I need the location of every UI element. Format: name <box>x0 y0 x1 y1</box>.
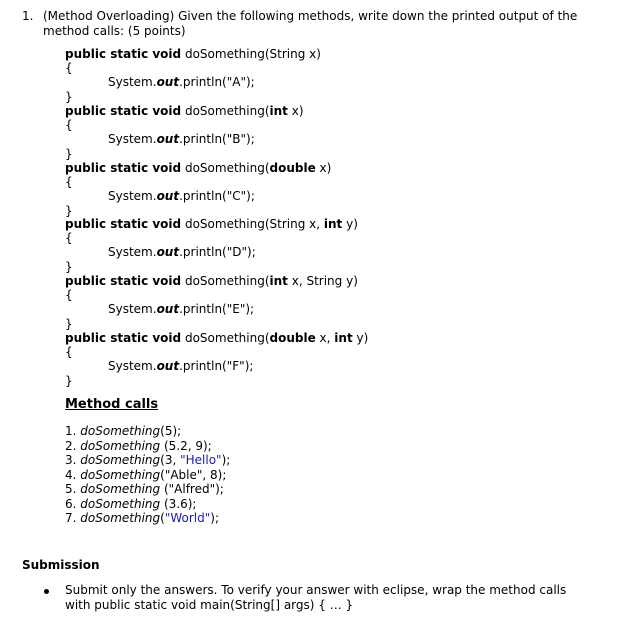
call-args: (5.2, 9); <box>160 439 212 453</box>
method-name: doSomething( <box>184 47 270 61</box>
method-name: doSomething( <box>184 217 270 231</box>
call-args: ("Alfred"); <box>160 482 224 496</box>
method-signature <box>65 47 321 61</box>
param-type: int <box>323 217 343 231</box>
bullet-icon <box>44 589 49 594</box>
keyword: public static void <box>65 47 182 61</box>
code-end: ); <box>246 189 255 203</box>
code-out: out <box>156 132 180 146</box>
param-name: x <box>315 161 327 175</box>
call-item <box>65 424 181 438</box>
keyword: public static void <box>65 274 182 288</box>
paren: ) <box>363 331 369 345</box>
code-println: .println( <box>179 132 227 146</box>
println-statement <box>108 132 255 146</box>
open-brace: { <box>65 118 73 132</box>
param-name: x, <box>287 274 307 288</box>
printed-string: "B" <box>226 132 247 146</box>
call-tail: ); <box>210 511 219 525</box>
method-signature <box>65 331 368 345</box>
close-brace: } <box>65 90 73 104</box>
param-type: String <box>269 47 306 61</box>
method-signature <box>65 161 331 175</box>
code-end: ); <box>244 359 254 373</box>
call-item <box>65 497 196 511</box>
code-system: System. <box>108 189 157 203</box>
method-signature <box>65 274 358 288</box>
code-system: System. <box>108 245 157 259</box>
call-name: doSomething <box>80 424 161 438</box>
call-name: doSomething <box>80 453 161 467</box>
code-println: .println( <box>179 189 227 203</box>
code-end: ); <box>247 245 256 259</box>
submission-heading: Submission <box>22 558 100 572</box>
param-type: double <box>269 331 316 345</box>
method-calls-heading: Method calls <box>65 397 159 412</box>
code-println: .println( <box>179 302 227 316</box>
code-out: out <box>156 245 180 259</box>
question-text-line2: method calls: (5 points) <box>43 24 186 38</box>
code-println: .println( <box>179 75 227 89</box>
println-statement <box>108 75 255 89</box>
code-println: .println( <box>179 245 227 259</box>
param-type: double <box>269 161 316 175</box>
printed-string: "E" <box>226 302 246 316</box>
call-number: 1. <box>65 424 77 438</box>
call-args: (5); <box>160 424 182 438</box>
code-end: ); <box>245 75 255 89</box>
call-item <box>65 468 226 482</box>
println-statement <box>108 359 253 373</box>
code-system: System. <box>108 132 157 146</box>
code-out: out <box>156 75 180 89</box>
method-signature <box>65 217 358 231</box>
code-out: out <box>156 359 180 373</box>
param-name: x, <box>315 331 335 345</box>
param-type: int <box>334 331 353 345</box>
call-string: "World" <box>164 511 211 525</box>
call-args: (3.6); <box>160 497 197 511</box>
question-number: 1. <box>22 9 34 23</box>
open-brace: { <box>65 345 73 359</box>
code-system: System. <box>108 359 157 373</box>
call-item <box>65 511 219 525</box>
paren: ) <box>353 274 358 288</box>
call-args: ("Able", 8); <box>160 468 227 482</box>
call-item <box>65 453 230 467</box>
keyword: public static void <box>65 331 182 345</box>
paren: ) <box>353 217 358 231</box>
open-brace: { <box>65 288 73 302</box>
method-name: doSomething( <box>184 161 270 175</box>
code-out: out <box>156 189 180 203</box>
call-item <box>65 439 212 453</box>
param-name: x <box>287 104 299 118</box>
call-number: 4. <box>65 468 77 482</box>
call-name: doSomething <box>80 482 161 496</box>
call-tail: ); <box>221 453 231 467</box>
code-system: System. <box>108 75 157 89</box>
method-name: doSomething( <box>184 274 270 288</box>
open-brace: { <box>65 175 73 189</box>
param-type: String <box>306 274 343 288</box>
call-number: 6. <box>65 497 77 511</box>
method-signature <box>65 104 304 118</box>
close-brace: } <box>65 260 73 274</box>
keyword: public static void <box>65 104 182 118</box>
open-brace: { <box>65 231 73 245</box>
call-args: ( <box>160 511 165 525</box>
paren: ) <box>298 104 304 118</box>
call-name: doSomething <box>80 439 161 453</box>
question-text-line1: (Method Overloading) Given the following methods, write down the printed output of the <box>43 9 578 23</box>
close-brace: } <box>65 317 73 331</box>
printed-string: "F" <box>226 359 245 373</box>
code-end: ); <box>246 132 255 146</box>
param-type: int <box>269 274 288 288</box>
close-brace: } <box>65 374 73 388</box>
open-brace: { <box>65 61 73 75</box>
paren: ) <box>316 47 321 61</box>
call-args: (3, <box>160 453 181 467</box>
code-end: ); <box>245 302 255 316</box>
keyword: public static void <box>65 217 182 231</box>
submission-text-line2: with public static void main(String[] args) { … } <box>65 598 354 612</box>
method-name: doSomething( <box>184 104 270 118</box>
println-statement <box>108 245 256 259</box>
paren: ) <box>326 161 332 175</box>
printed-string: "D" <box>226 245 248 259</box>
call-number: 2. <box>65 439 77 453</box>
keyword: public static void <box>65 161 182 175</box>
close-brace: } <box>65 204 73 218</box>
method-name: doSomething( <box>184 331 270 345</box>
call-number: 7. <box>65 511 77 525</box>
println-statement <box>108 189 255 203</box>
call-name: doSomething <box>80 511 161 525</box>
printed-string: "C" <box>226 189 247 203</box>
param-type: int <box>269 104 288 118</box>
param-name: x <box>305 47 317 61</box>
call-name: doSomething <box>80 497 161 511</box>
param-name: y <box>342 217 354 231</box>
call-number: 5. <box>65 482 77 496</box>
call-item <box>65 482 224 496</box>
code-out: out <box>156 302 180 316</box>
param-name: y <box>352 331 364 345</box>
call-name: doSomething <box>80 468 161 482</box>
code-println: .println( <box>179 359 227 373</box>
printed-string: "A" <box>226 75 246 89</box>
close-brace: } <box>65 147 73 161</box>
code-system: System. <box>108 302 157 316</box>
call-string: "Hello" <box>180 453 222 467</box>
println-statement <box>108 302 254 316</box>
param-name: y <box>342 274 354 288</box>
submission-text-line1: Submit only the answers. To verify your answer with eclipse, wrap the method calls <box>65 583 567 597</box>
param-name: x, <box>305 217 324 231</box>
param-type: String <box>269 217 306 231</box>
call-number: 3. <box>65 453 77 467</box>
